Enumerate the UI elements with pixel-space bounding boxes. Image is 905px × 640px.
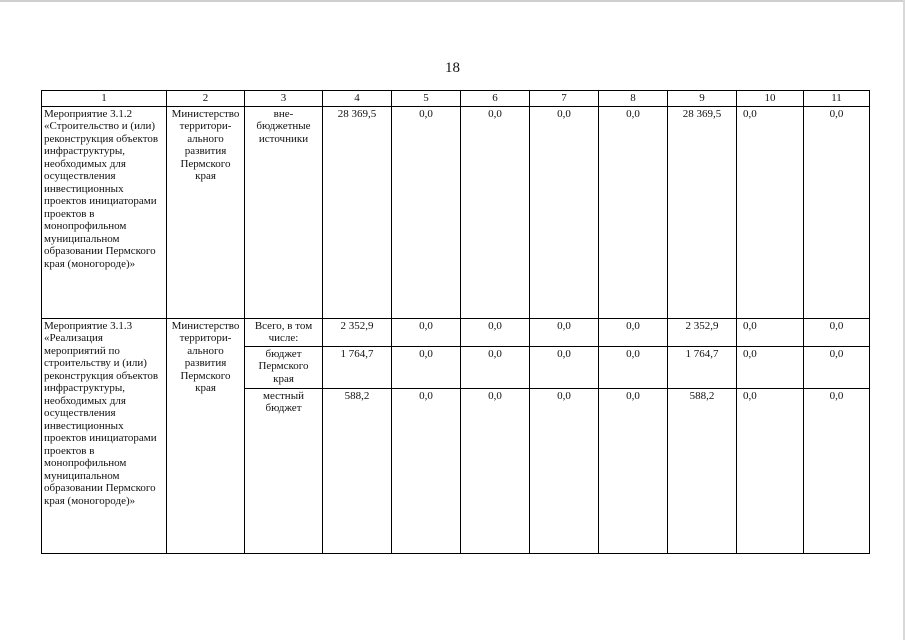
value-cell: 0,0 <box>737 346 804 388</box>
value-cell: 588,2 <box>668 388 737 553</box>
value-cell: 0,0 <box>461 346 530 388</box>
scan-edge-top <box>0 0 905 2</box>
source-cell: Всего, в том числе: <box>245 318 323 346</box>
value-cell: 0,0 <box>599 346 668 388</box>
value-cell: 0,0 <box>530 346 599 388</box>
header-cell: 10 <box>737 91 804 107</box>
value-cell: 2 352,9 <box>323 318 392 346</box>
measure-cell: Мероприятие 3.1.3 «Реализация мероприятий по строительству и (или) реконструкция объектов инфраструктуры, необходимых для осуществления инвестиционных проектов инициаторами проектов в монопрофильном муниципальном образовании Пермского края (моногороде)» <box>42 318 167 553</box>
value-cell: 0,0 <box>804 346 870 388</box>
value-cell: 0,0 <box>461 388 530 553</box>
table-row <box>42 106 870 318</box>
value-cell: 0,0 <box>737 388 804 553</box>
value-cell: 0,0 <box>599 388 668 553</box>
source-cell: вне-бюджетные источники <box>245 106 323 318</box>
executor-cell: Министерство территори-ального развития Пермского края <box>167 318 245 553</box>
value-cell: 0,0 <box>392 106 461 318</box>
value-cell: 28 369,5 <box>668 106 737 318</box>
value-cell: 1 764,7 <box>323 346 392 388</box>
source-cell: местный бюджет <box>245 388 323 553</box>
header-cell: 1 <box>42 91 167 107</box>
header-cell: 2 <box>167 91 245 107</box>
value-cell: 28 369,5 <box>323 106 392 318</box>
header-cell: 4 <box>323 91 392 107</box>
value-cell: 0,0 <box>392 346 461 388</box>
header-cell: 9 <box>668 91 737 107</box>
measure-cell: Мероприятие 3.1.2 «Строительство и (или) реконструкция объектов инфраструктуры, необходимых для осуществления инвестиционных проектов инициаторами проектов в монопрофильном муниципальном образовании Пермского края (моногороде)» <box>42 106 167 318</box>
value-cell: 0,0 <box>461 318 530 346</box>
value-cell: 0,0 <box>530 106 599 318</box>
header-cell: 6 <box>461 91 530 107</box>
value-cell: 0,0 <box>530 318 599 346</box>
header-cell: 8 <box>599 91 668 107</box>
budget-table <box>41 90 870 554</box>
header-cell: 5 <box>392 91 461 107</box>
value-cell: 0,0 <box>392 318 461 346</box>
header-cell: 3 <box>245 91 323 107</box>
value-cell: 0,0 <box>599 106 668 318</box>
value-cell: 0,0 <box>804 106 870 318</box>
page-number: 18 <box>445 60 460 76</box>
value-cell: 0,0 <box>599 318 668 346</box>
header-row <box>42 91 870 107</box>
table-row <box>42 318 870 346</box>
value-cell: 0,0 <box>737 106 804 318</box>
executor-cell: Министерство территори-ального развития Пермского края <box>167 106 245 318</box>
value-cell: 0,0 <box>392 388 461 553</box>
value-cell: 0,0 <box>530 388 599 553</box>
value-cell: 0,0 <box>804 318 870 346</box>
header-cell: 11 <box>804 91 870 107</box>
value-cell: 0,0 <box>804 388 870 553</box>
value-cell: 588,2 <box>323 388 392 553</box>
value-cell: 2 352,9 <box>668 318 737 346</box>
value-cell: 0,0 <box>461 106 530 318</box>
source-cell: бюджет Пермского края <box>245 346 323 388</box>
value-cell: 1 764,7 <box>668 346 737 388</box>
value-cell: 0,0 <box>737 318 804 346</box>
header-cell: 7 <box>530 91 599 107</box>
